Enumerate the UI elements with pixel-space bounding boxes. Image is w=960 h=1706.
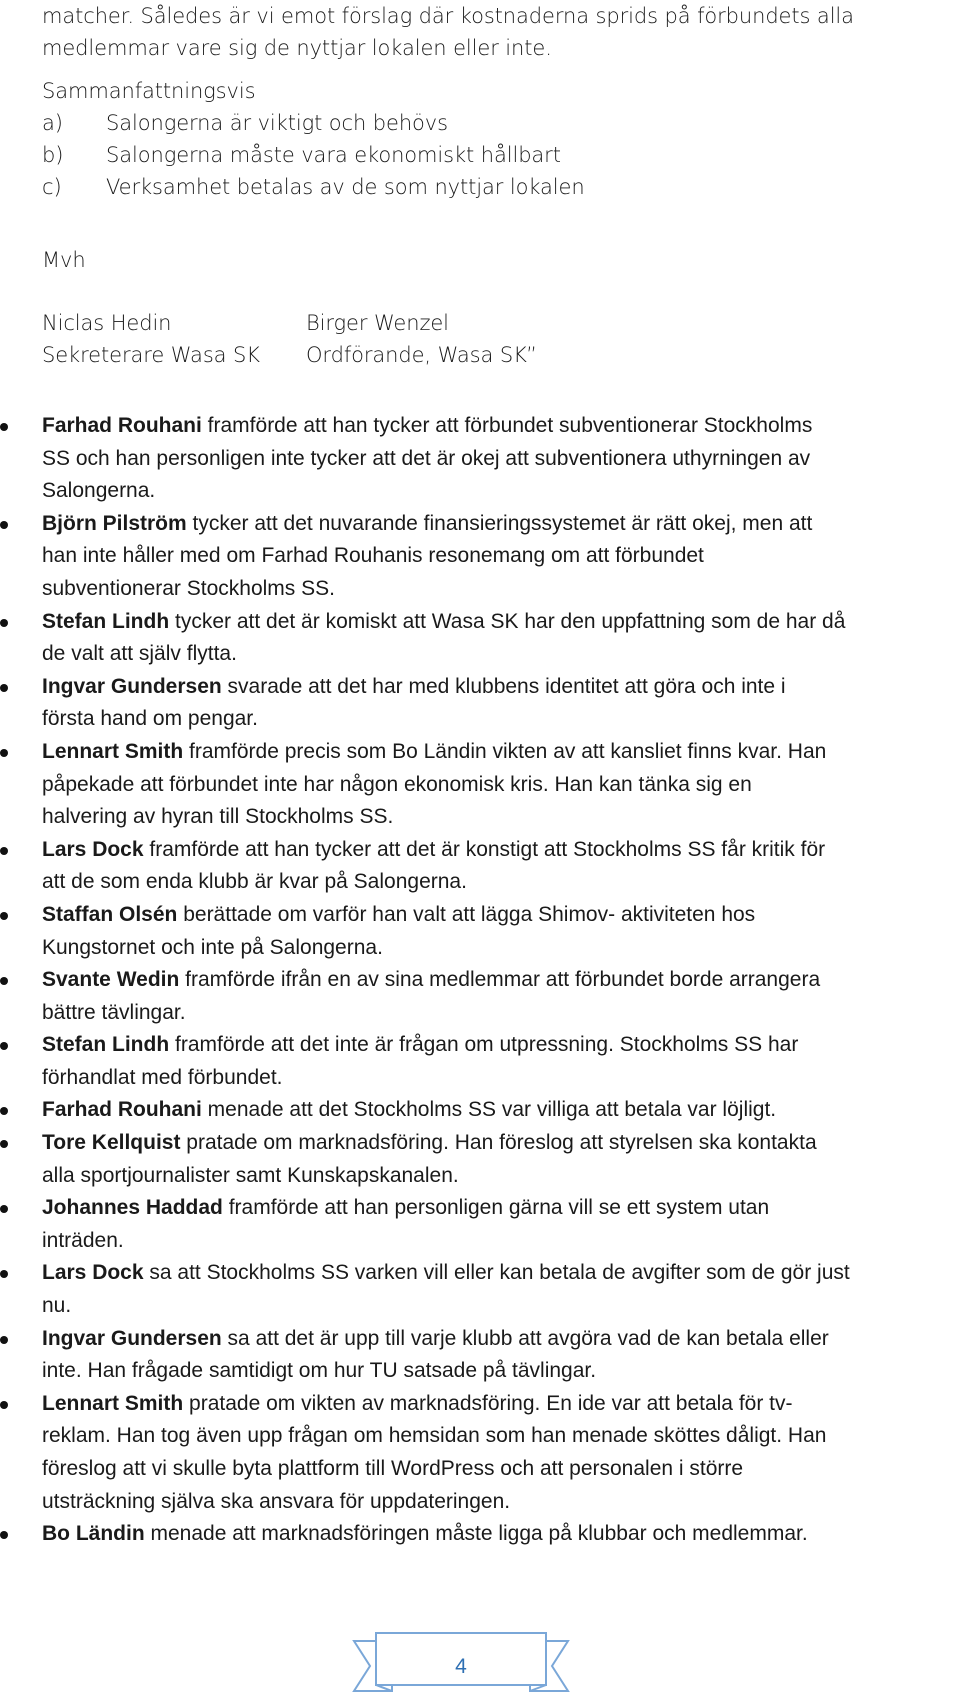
bullet-icon [0,1270,8,1278]
speaker-name: Stefan Lindh [42,609,170,633]
summary-item [42,171,942,203]
speaker-text: reklam. Han tog även upp frågan om hemsidan som han menade sköttes dåligt. Han [42,1424,827,1448]
summary-item [42,139,942,171]
speaker-name: Lennart Smith [42,1391,184,1415]
signature-name: Niclas Hedin [42,311,172,335]
intro-paragraph [42,0,942,64]
list-item-line [42,508,960,541]
list-item-line [42,1029,960,1062]
list-item [0,1094,960,1127]
speaker-text: att de som enda klubb är kvar på Salongerna. [42,870,467,894]
speaker-name: Svante Wedin [42,968,180,992]
page-number-banner [352,1631,570,1701]
list-item [0,1192,960,1257]
bullet-icon [0,423,8,431]
list-item-line [42,1323,960,1356]
speaker-name: Bo Ländin [42,1522,145,1546]
speaker-text: tycker att det nuvarande finansieringssystemet är rätt okej, men att [186,511,813,535]
list-item-line [42,1486,960,1519]
bullet-icon [0,749,8,757]
summary-marker: b) [42,143,64,167]
closing [42,244,942,276]
summary-marker: c) [42,175,62,199]
list-item-line [42,703,960,736]
list-item [0,1127,960,1192]
speaker-text: sa att det är upp till varje klubb att avgöra vad de kan betala eller [221,1326,829,1350]
speaker-text: alla sportjournalister samt Kunskapskanalen. [42,1163,459,1187]
speaker-text: Salongerna. [42,479,156,503]
list-item-line [42,1453,960,1486]
list-item-line [42,1225,960,1258]
list-item-line [42,1094,960,1127]
list-item-line [42,606,960,639]
speaker-text: nu. [42,1294,72,1318]
list-item [0,606,960,671]
speaker-text: tycker att det är komiskt att Wasa SK har den uppfattning som de har då [169,609,846,633]
summary-heading: Sammanfattningsvis [42,79,256,103]
speaker-text: utsträckning själva ska ansvara för uppdateringen. [42,1489,511,1513]
summary-item [42,107,942,139]
bullet-icon [0,1401,8,1409]
speaker-text: första hand om pengar. [42,707,258,731]
list-item-line [42,1160,960,1193]
speaker-name: Lars Dock [42,837,144,861]
list-item [0,1257,960,1322]
list-item [0,508,960,606]
list-item [0,1323,960,1388]
list-item-line [42,1355,960,1388]
bullet-icon [0,1042,8,1050]
list-item-line [42,638,960,671]
list-item-line [42,997,960,1030]
list-item-line [42,866,960,899]
summary-text: Salongerna är viktigt och behövs [106,111,448,135]
speaker-text: påpekade att förbundet inte har någon ekonomisk kris. Han kan tänka sig en [42,772,752,796]
list-item [0,1388,960,1518]
bullet-icon [0,619,8,627]
speaker-name: Ingvar Gundersen [42,674,222,698]
list-item-line [42,1062,960,1095]
bullet-icon [0,521,8,529]
summary-text: Verksamhet betalas av de som nyttjar lokalen [106,175,585,199]
bullet-icon [0,1107,8,1115]
list-item [0,964,960,1029]
signature-left [42,307,260,371]
list-item-line [42,932,960,965]
signature-title: Ordförande, Wasa SK” [306,343,537,367]
speaker-name: Stefan Lindh [42,1033,170,1057]
summary-marker: a) [42,111,63,135]
speaker-text: pratade om vikten av marknadsföring. En ide var att betala för tv- [183,1391,793,1415]
speaker-text: framförde precis som Bo Ländin vikten av att kansliet finns kvar. Han [183,739,827,763]
list-item-line [42,540,960,573]
speaker-name: Björn Pilström [42,511,187,535]
list-item-line [42,801,960,834]
list-item-line [42,1257,960,1290]
list-item-line [42,1388,960,1421]
bullet-icon [0,1531,8,1539]
list-item [0,899,960,964]
speaker-text: halvering av hyran till Stockholms SS. [42,805,394,829]
speaker-text: Kungstornet och inte på Salongerna. [42,935,383,959]
signature-name: Birger Wenzel [306,311,449,335]
speaker-text: framförde att han tycker att det är konstigt att Stockholms SS får kritik för [143,837,826,861]
speaker-text: framförde att det inte är frågan om utpressning. Stockholms SS har [169,1033,799,1057]
summary-section [42,75,942,203]
list-item-line [42,1420,960,1453]
list-item-line [42,410,960,443]
speaker-name: Ingvar Gundersen [42,1326,222,1350]
bullet-icon [0,1140,8,1148]
intro-line: matcher. Således är vi emot förslag där kostnaderna sprids på förbundets alla [42,4,854,28]
bullet-icon [0,1205,8,1213]
signature-title: Sekreterare Wasa SK [42,343,260,367]
list-item [0,736,960,834]
list-item-line [42,769,960,802]
speaker-text: berättade om varför han valt att lägga Shimov- aktiviteten hos [177,902,756,926]
list-item-line [42,1290,960,1323]
speaker-name: Johannes Haddad [42,1196,223,1220]
list-item-line [42,573,960,606]
speaker-name: Staffan Olsén [42,902,178,926]
speaker-text: han inte håller med om Farhad Rouhanis resonemang om att förbundet [42,544,704,568]
list-item-line [42,443,960,476]
speaker-text: subventionerar Stockholms SS. [42,576,335,600]
speaker-name: Tore Kellquist [42,1131,181,1155]
signature-right [306,307,537,371]
list-item-line [42,834,960,867]
speaker-text: bättre tävlingar. [42,1000,186,1024]
list-item [0,1518,960,1551]
list-item-line [42,964,960,997]
speaker-text: framförde ifrån en av sina medlemmar att förbundet borde arrangera [179,968,821,992]
speaker-text: pratade om marknadsföring. Han föreslog att styrelsen ska kontakta [180,1131,817,1155]
list-item-line [42,1518,960,1551]
speaker-text: förhandlat med förbundet. [42,1065,283,1089]
list-item [0,1029,960,1094]
speaker-text: framförde att han personligen gärna vill se ett system utan [222,1196,770,1220]
speaker-text: SS och han personligen inte tycker att det är okej att subventionera uthyrningen av [42,446,811,470]
list-item-line [42,736,960,769]
list-item-line [42,1192,960,1225]
list-item-line [42,899,960,932]
speaker-text: inträden. [42,1228,124,1252]
speaker-text: sa att Stockholms SS varken vill eller kan betala de avgifter som de gör just [143,1261,850,1285]
bullet-icon [0,847,8,855]
list-item [0,834,960,899]
bullet-icon [0,1336,8,1344]
bullet-icon [0,684,8,692]
page-number: 4 [455,1655,467,1678]
summary-text: Salongerna måste vara ekonomiskt hållbart [106,143,561,167]
closing-text: Mvh [42,248,86,272]
bullet-icon [0,977,8,985]
list-item [0,410,960,508]
list-item-line [42,475,960,508]
list-item [0,671,960,736]
speaker-text: menade att marknadsföringen måste ligga på klubbar och medlemmar. [144,1522,808,1546]
speaker-text: menade att det Stockholms SS var villiga att betala var löjligt. [201,1098,777,1122]
speaker-name: Lennart Smith [42,739,184,763]
speaker-name: Farhad Rouhani [42,1098,202,1122]
speaker-text: inte. Han frågade samtidigt om hur TU satsade på tävlingar. [42,1359,597,1383]
speaker-name: Lars Dock [42,1261,144,1285]
list-item-line [42,671,960,704]
speaker-text: föreslog att vi skulle byta plattform till WordPress och att personalen i större [42,1457,744,1480]
speaker-name: Farhad Rouhani [42,414,202,437]
speaker-text: framförde att han tycker att förbundet subventionerar Stockholms [201,414,813,437]
speaker-text: svarade att det har med klubbens identitet att göra och inte i [221,674,786,698]
speaker-list [0,410,960,1551]
speaker-text: de valt att själv flytta. [42,642,237,666]
intro-line: medlemmar vare sig de nyttjar lokalen eller inte. [42,36,552,60]
list-item-line [42,1127,960,1160]
bullet-icon [0,912,8,920]
